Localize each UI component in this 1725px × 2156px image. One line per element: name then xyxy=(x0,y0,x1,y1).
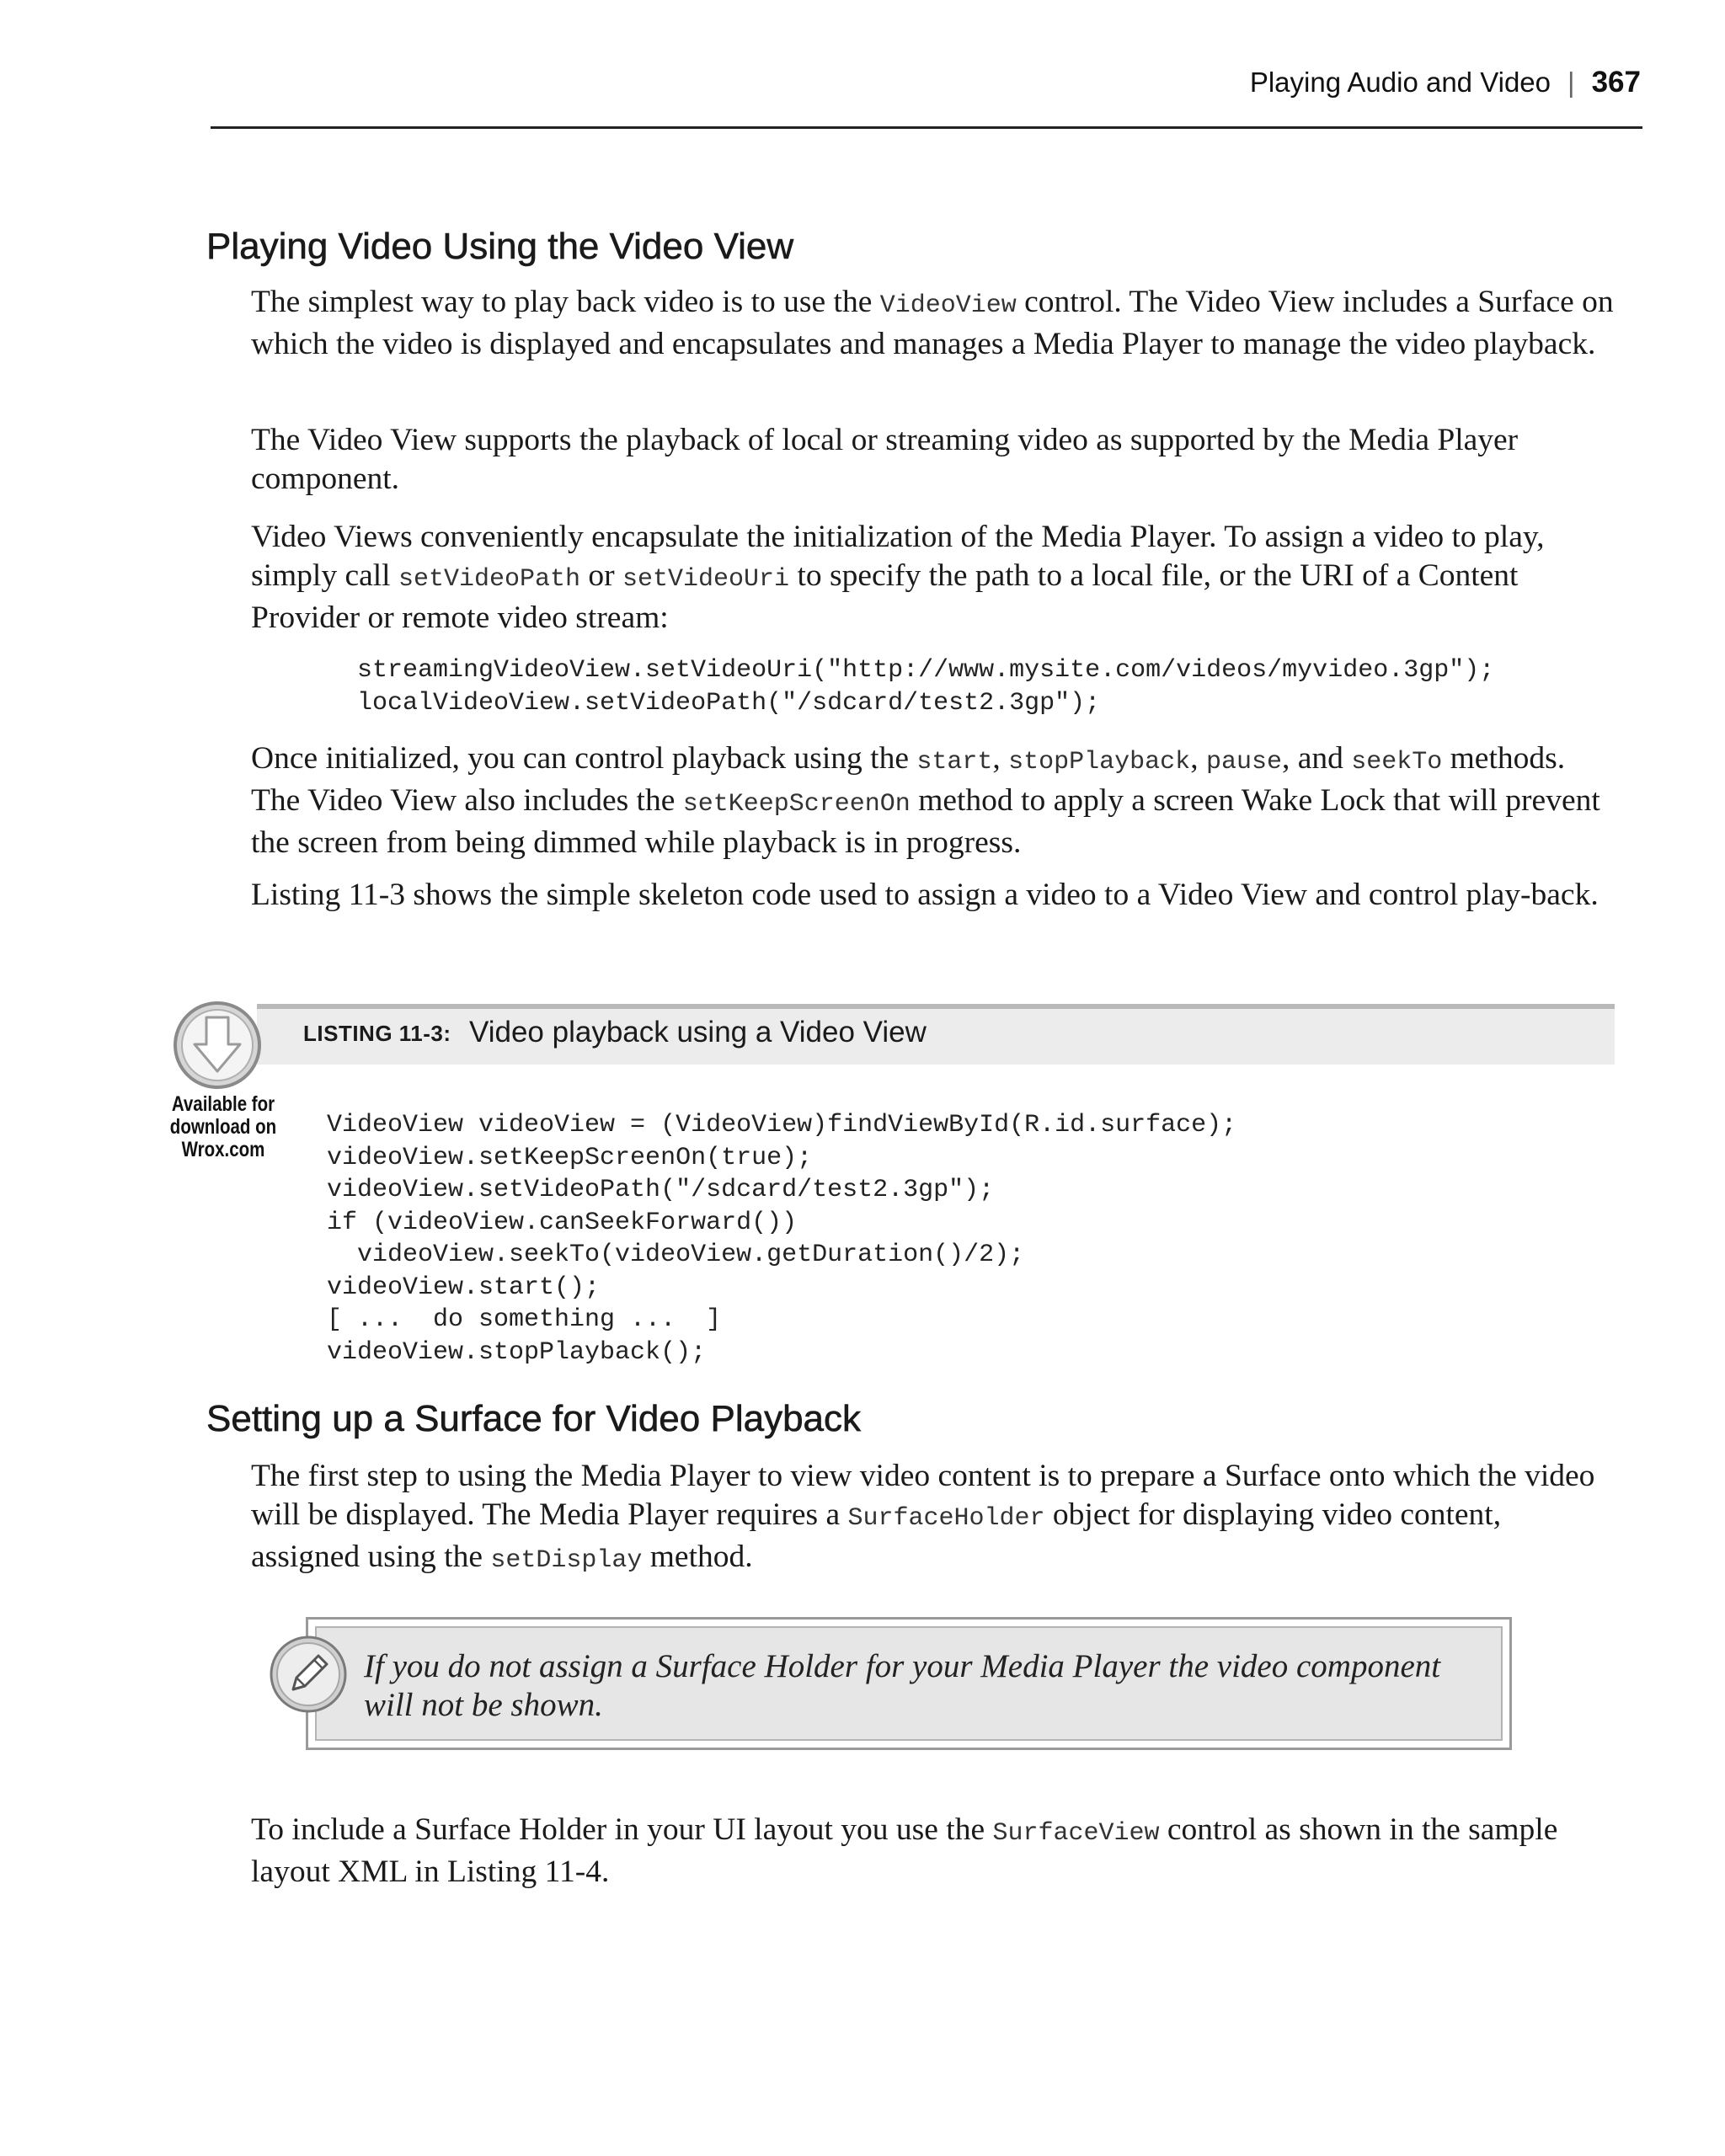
header-separator: | xyxy=(1567,67,1575,98)
section-heading-video-view: Playing Video Using the Video View xyxy=(206,226,794,267)
download-arrow-icon[interactable] xyxy=(173,1001,262,1090)
paragraph-controls: Once initialized, you can control playback using the start, stopPlayback, pause, and seekTo methods. The Video View also includes the setKeepScreenOn method to apply a screen Wake Lock that will prevent the screen from being dimmed while playback is in progress. xyxy=(251,741,1600,860)
code-line: videoView.setVideoPath("/sdcard/test2.3gp"); xyxy=(327,1176,995,1204)
listing-header xyxy=(257,1004,1615,1065)
header-rule xyxy=(211,126,1642,129)
code-snippet xyxy=(357,654,1494,719)
listing-code xyxy=(327,1109,1236,1369)
download-label[interactable]: Available for download on Wrox.com xyxy=(169,1092,277,1161)
code-line: [ ... do something ... ] xyxy=(327,1305,722,1334)
code-line: videoView.stopPlayback(); xyxy=(327,1337,707,1367)
section-heading-surface: Setting up a Surface for Video Playback xyxy=(206,1398,862,1439)
code-line: videoView.setKeepScreenOn(true); xyxy=(327,1143,813,1172)
code-line: videoView.seekTo(videoView.getDuration()/2); xyxy=(327,1241,1025,1269)
page-number: 367 xyxy=(1591,66,1641,99)
paragraph-supports: The Video View supports the playback of local or streaming video as supported by the Media Player component. xyxy=(251,423,1519,496)
paragraph-listing-ref: Listing 11-3 shows the simple skeleton code used to assign a video to a Video View and control play-back. xyxy=(251,878,1599,912)
listing-title: Video playback using a Video View xyxy=(469,1016,927,1049)
code-line: VideoView videoView = (VideoView)findViewById(R.id.surface); xyxy=(327,1111,1237,1139)
listing-label: LISTING 11-3: xyxy=(303,1021,451,1046)
pencil-note-icon xyxy=(268,1634,349,1715)
paragraph-intro: The simplest way to play back video is to use the VideoView control. The Video View includes a Surface on which the video is displayed and encapsulates and manages a Media Player to manage the video playback. xyxy=(251,285,1614,361)
code-line: videoView.start(); xyxy=(327,1273,601,1302)
paragraph-surface-intro: The first step to using the Media Player to view video content is to prepare a Surface onto which the video will be displayed. The Media Player requires a SurfaceHolder object for displaying video content, assigned using the setDisplay method. xyxy=(251,1459,1595,1575)
running-head xyxy=(1250,66,1641,99)
running-title: Playing Audio and Video xyxy=(1249,67,1551,98)
code-line: if (videoView.canSeekForward()) xyxy=(327,1208,798,1237)
paragraph-initialization: Video Views conveniently encapsulate the initialization of the Media Player. To assign a video to play, simply call setVideoPath or setVideoUri to specify the path to a local file, or the URI of a Content Provider or remote video stream: xyxy=(251,520,1545,635)
note-text: If you do not assign a Surface Holder for your Media Player the video component will not be shown. xyxy=(364,1648,1441,1723)
code-line: localVideoView.setVideoPath("/sdcard/test2.3gp"); xyxy=(357,688,1101,718)
paragraph-surfaceview: To include a Surface Holder in your UI layout you use the SurfaceView control as shown in the sample layout XML in Listing 11-4. xyxy=(251,1812,1558,1889)
code-line: streamingVideoView.setVideoUri("http://www.mysite.com/videos/myvideo.3gp"); xyxy=(357,656,1495,685)
